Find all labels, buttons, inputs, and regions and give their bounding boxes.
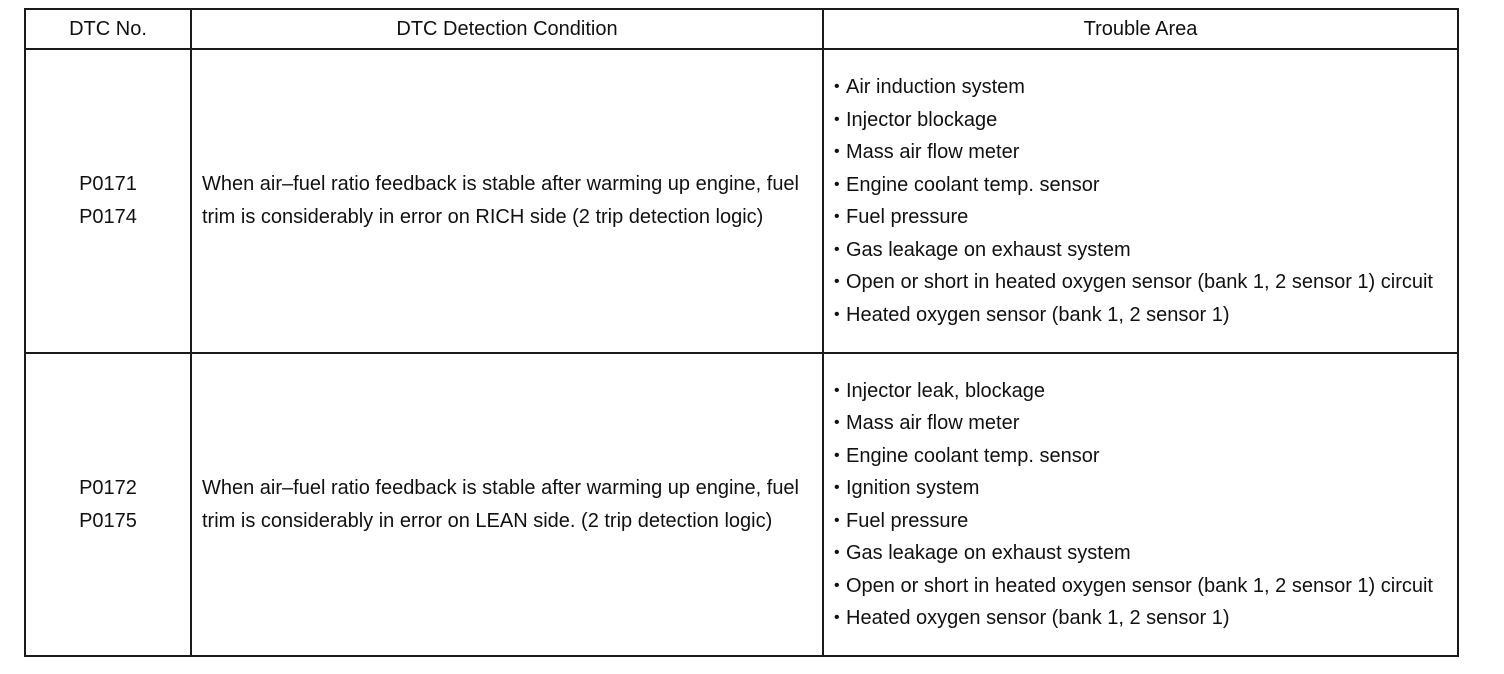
bullet-icon: • [834,273,840,290]
trouble-area-text: Gas leakage on exhaust system [846,238,1131,261]
list-item [834,472,1449,505]
table-header [25,9,1458,49]
bullet-icon: • [834,208,840,225]
trouble-area-text: Heated oxygen sensor (bank 1, 2 sensor 1) [846,607,1230,629]
list-item [834,602,1449,635]
bullet-icon: • [834,544,840,561]
trouble-area-text: Heated oxygen sensor (bank 1, 2 sensor 1) [846,303,1230,326]
list-item [834,104,1449,137]
trouble-area-text: Air induction system [846,76,1025,98]
header-row [25,9,1458,49]
trouble-area-text: Fuel pressure [846,509,969,532]
trouble-area-list [834,71,1449,331]
trouble-area-text: Engine coolant temp. sensor [846,444,1100,467]
list-item [834,407,1449,440]
header-dtc-no: DTC No. [25,9,191,49]
list-item [834,266,1449,299]
table-row [25,353,1458,656]
list-item [834,169,1449,202]
list-item [834,234,1449,267]
bullet-icon: • [834,479,840,496]
list-item [834,201,1449,234]
dtc-table [24,8,1459,657]
bullet-icon: • [834,414,840,431]
bullet-icon: • [834,305,840,323]
trouble-area-text: Injector blockage [846,108,998,131]
trouble-area-text: Engine coolant temp. sensor [846,173,1100,196]
bullet-icon: • [834,381,840,399]
trouble-area-text: Injector leak, blockage [846,379,1046,402]
trouble-area-list [834,375,1449,635]
bullet-icon: • [834,576,840,594]
dtc-code: P0171 [79,173,137,195]
list-item [834,440,1449,473]
bullet-icon: • [834,609,840,626]
header-detection-condition: DTC Detection Condition [191,9,823,49]
detection-condition-cell: When air–fuel ratio feedback is stable after warming up engine, fuel trim is considerably in error on RICH side (2 trip detection logic) [191,49,823,353]
trouble-area-text: Open or short in heated oxygen sensor (bank 1, 2 sensor 1) circuit [846,574,1433,597]
list-item [834,71,1449,104]
table-body [25,49,1458,656]
bullet-icon: • [834,143,840,160]
list-item [834,375,1449,408]
trouble-area-text: Fuel pressure [846,206,969,228]
detection-condition-cell: When air–fuel ratio feedback is stable after warming up engine, fuel trim is considerably in error on LEAN side. (2 trip detection logic) [191,353,823,656]
trouble-area-text: Mass air flow meter [846,412,1020,434]
bullet-icon: • [834,78,840,95]
table-row [25,49,1458,353]
bullet-icon: • [834,511,840,529]
dtc-code: P0175 [79,509,137,532]
dtc-codes-cell [25,49,191,353]
trouble-area-text: Gas leakage on exhaust system [846,542,1131,564]
list-item [834,537,1449,570]
dtc-code: P0172 [79,476,137,499]
trouble-area-cell [823,353,1458,656]
trouble-area-text: Mass air flow meter [846,141,1020,163]
dtc-codes-cell [25,353,191,656]
list-item [834,136,1449,169]
bullet-icon: • [834,240,840,258]
trouble-area-cell [823,49,1458,353]
header-trouble-area: Trouble Area [823,9,1458,49]
bullet-icon: • [834,110,840,128]
list-item [834,505,1449,538]
trouble-area-text: Open or short in heated oxygen sensor (bank 1, 2 sensor 1) circuit [846,271,1433,293]
list-item [834,299,1449,332]
trouble-area-text: Ignition system [846,477,980,499]
dtc-code: P0174 [79,206,137,228]
bullet-icon: • [834,175,840,193]
bullet-icon: • [834,446,840,464]
list-item [834,570,1449,603]
